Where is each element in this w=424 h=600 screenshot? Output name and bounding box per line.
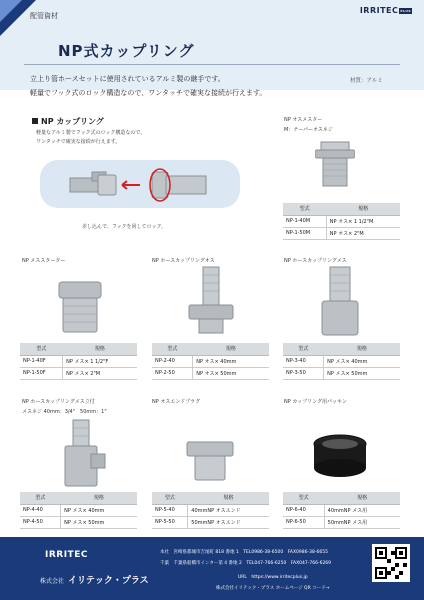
column-header-spec: 規格	[326, 203, 400, 215]
footer	[0, 537, 424, 600]
table-row	[283, 516, 400, 528]
model-cell: NP-1-50F	[20, 367, 63, 379]
model-cell: NP-2-40	[152, 355, 193, 367]
column-header-spec: 規格	[188, 492, 269, 504]
male-female-adapter-image	[315, 140, 355, 190]
hose-coupling-female-image	[318, 265, 363, 340]
table-row	[20, 516, 137, 528]
model-cell: NP-1-50M	[283, 227, 326, 239]
spec-cell: NP メス× 1 1/2"F	[63, 355, 137, 367]
table-row	[283, 367, 400, 379]
demo-caption: 差し込んで、フックを回してロック。	[82, 224, 167, 230]
material-note: 材質：アルミ	[350, 78, 383, 84]
table-row	[152, 504, 269, 516]
qr-code-pattern	[375, 547, 407, 579]
spec-cell: 50mmNP オスエンド	[188, 516, 269, 528]
product-name: NP メススターター	[22, 258, 66, 264]
spec-cell: 50mmNP メス用	[324, 516, 400, 528]
column-header-spec: 規格	[63, 343, 137, 355]
title-divider	[24, 64, 400, 65]
column-header-model: 型式	[283, 492, 324, 504]
corner-decoration-accent	[0, 0, 22, 22]
table-row	[283, 215, 400, 227]
product-subnote: M：テーパーオスネジ	[284, 127, 333, 133]
column-header-model: 型式	[20, 343, 63, 355]
brand-logo: IRRITEC PLUS	[359, 6, 411, 15]
section-description-line: 軽量なアルミ製でフック式のロック構造なので、	[36, 130, 146, 136]
spec-cell: NP メス× 40mm	[61, 504, 137, 516]
model-cell: NP-5-50	[152, 516, 188, 528]
table-row	[152, 516, 269, 528]
table-row	[283, 355, 400, 367]
spec-cell: 40mmNP オスエンド	[188, 504, 269, 516]
spec-table	[283, 492, 400, 529]
chiba-address: 千葉 千葉県船橋市インター第 4 番地 2 TEL047-766-6250 FAX047-766-6269	[160, 561, 332, 566]
hose-coupling-female-riser-image	[55, 418, 110, 490]
model-cell: NP-1-40F	[20, 355, 63, 367]
model-cell: NP-2-50	[152, 367, 193, 379]
table-row	[152, 367, 269, 379]
qr-caption: 株式会社イリテック・プラス ホームページ QR コード→	[216, 586, 330, 591]
column-header-spec: 規格	[61, 492, 137, 504]
spec-cell: NP オス× 50mm	[193, 367, 269, 379]
company-name: 株式会社 イリテック・プラス	[40, 576, 149, 586]
table-row	[20, 504, 137, 516]
hq-address: 本社 宮崎県都城市吉尾町 818 番地 1 TEL0986-38-6500 FAX0986-38-6655	[160, 550, 328, 555]
model-cell: NP-3-50	[283, 367, 324, 379]
spec-cell: NP メス× 40mm	[324, 355, 400, 367]
coupling-demo-panel	[40, 160, 240, 208]
column-header-spec: 規格	[193, 343, 269, 355]
column-header-model: 型式	[283, 343, 324, 355]
product-name: NP ホースカップリングメス	[284, 258, 347, 264]
footer-logo: IRRITEC	[45, 550, 88, 560]
product-name: NP オスエンドプラグ	[152, 399, 201, 405]
hose-coupling-male-image	[185, 265, 240, 340]
category-label: 配管資材	[30, 12, 58, 20]
spec-table	[152, 492, 269, 529]
spec-cell: NP メス× 2"M	[63, 367, 137, 379]
female-starter-image	[55, 280, 105, 335]
spec-cell: NP オス× 2"M	[326, 227, 400, 239]
model-cell: NP-6-50	[283, 516, 324, 528]
model-cell: NP-4-40	[20, 504, 61, 516]
table-row	[152, 355, 269, 367]
model-cell: NP-3-40	[283, 355, 324, 367]
website-link[interactable]: URL https://www.irritecplus.jp	[238, 575, 308, 580]
column-header-spec: 規格	[324, 343, 400, 355]
column-header-model: 型式	[152, 343, 193, 355]
intro-line-2: 軽量でフック式のロック構造なので、ワンタッチで確実な接続が行えます。	[30, 89, 267, 97]
model-cell: NP-1-40M	[283, 215, 326, 227]
spec-cell: NP メス× 50mm	[61, 516, 137, 528]
section-description	[36, 129, 186, 147]
qr-code-icon[interactable]	[372, 544, 410, 582]
model-cell: NP-6-40	[283, 504, 324, 516]
section-title: NP カップリング	[32, 116, 104, 127]
male-end-plug-image	[183, 440, 238, 485]
product-name: NP ホースカップリングオス	[152, 258, 215, 264]
column-header-spec: 規格	[324, 492, 400, 504]
table-row	[283, 227, 400, 239]
column-header-model: 型式	[20, 492, 61, 504]
spec-table	[20, 343, 137, 380]
table-row	[20, 367, 137, 379]
table-row	[20, 355, 137, 367]
coupling-gasket-image	[310, 432, 370, 482]
intro-line-1: 立上り管ホースセットに使用されているアルミ製の継手です。	[30, 75, 225, 83]
spec-table	[152, 343, 269, 380]
spec-table	[283, 343, 400, 380]
product-name: NP オスメスター	[284, 117, 323, 123]
table-row	[283, 504, 400, 516]
page-title: NP式カップリング	[58, 42, 195, 60]
product-name: NP ホースカップリングメス立付	[22, 399, 95, 405]
spec-table	[283, 203, 400, 240]
coupling-demo-illustration	[40, 160, 240, 208]
spec-cell: NP オス× 1 1/2"M	[326, 215, 400, 227]
model-cell: NP-5-40	[152, 504, 188, 516]
section-description-line: ワンタッチで確実な接続が行えます。	[36, 139, 121, 145]
spec-table	[20, 492, 137, 529]
spec-cell: 40mmNP メス用	[324, 504, 400, 516]
column-header-model: 型式	[152, 492, 188, 504]
model-cell: NP-4-50	[20, 516, 61, 528]
spec-cell: NP メス× 50mm	[324, 367, 400, 379]
product-subnote: メスネジ 40mm：3/4" 50mm：1"	[22, 409, 107, 415]
product-name: NP カップリング用パッキン	[284, 399, 347, 405]
spec-cell: NP オス× 40mm	[193, 355, 269, 367]
column-header-model: 型式	[283, 203, 326, 215]
